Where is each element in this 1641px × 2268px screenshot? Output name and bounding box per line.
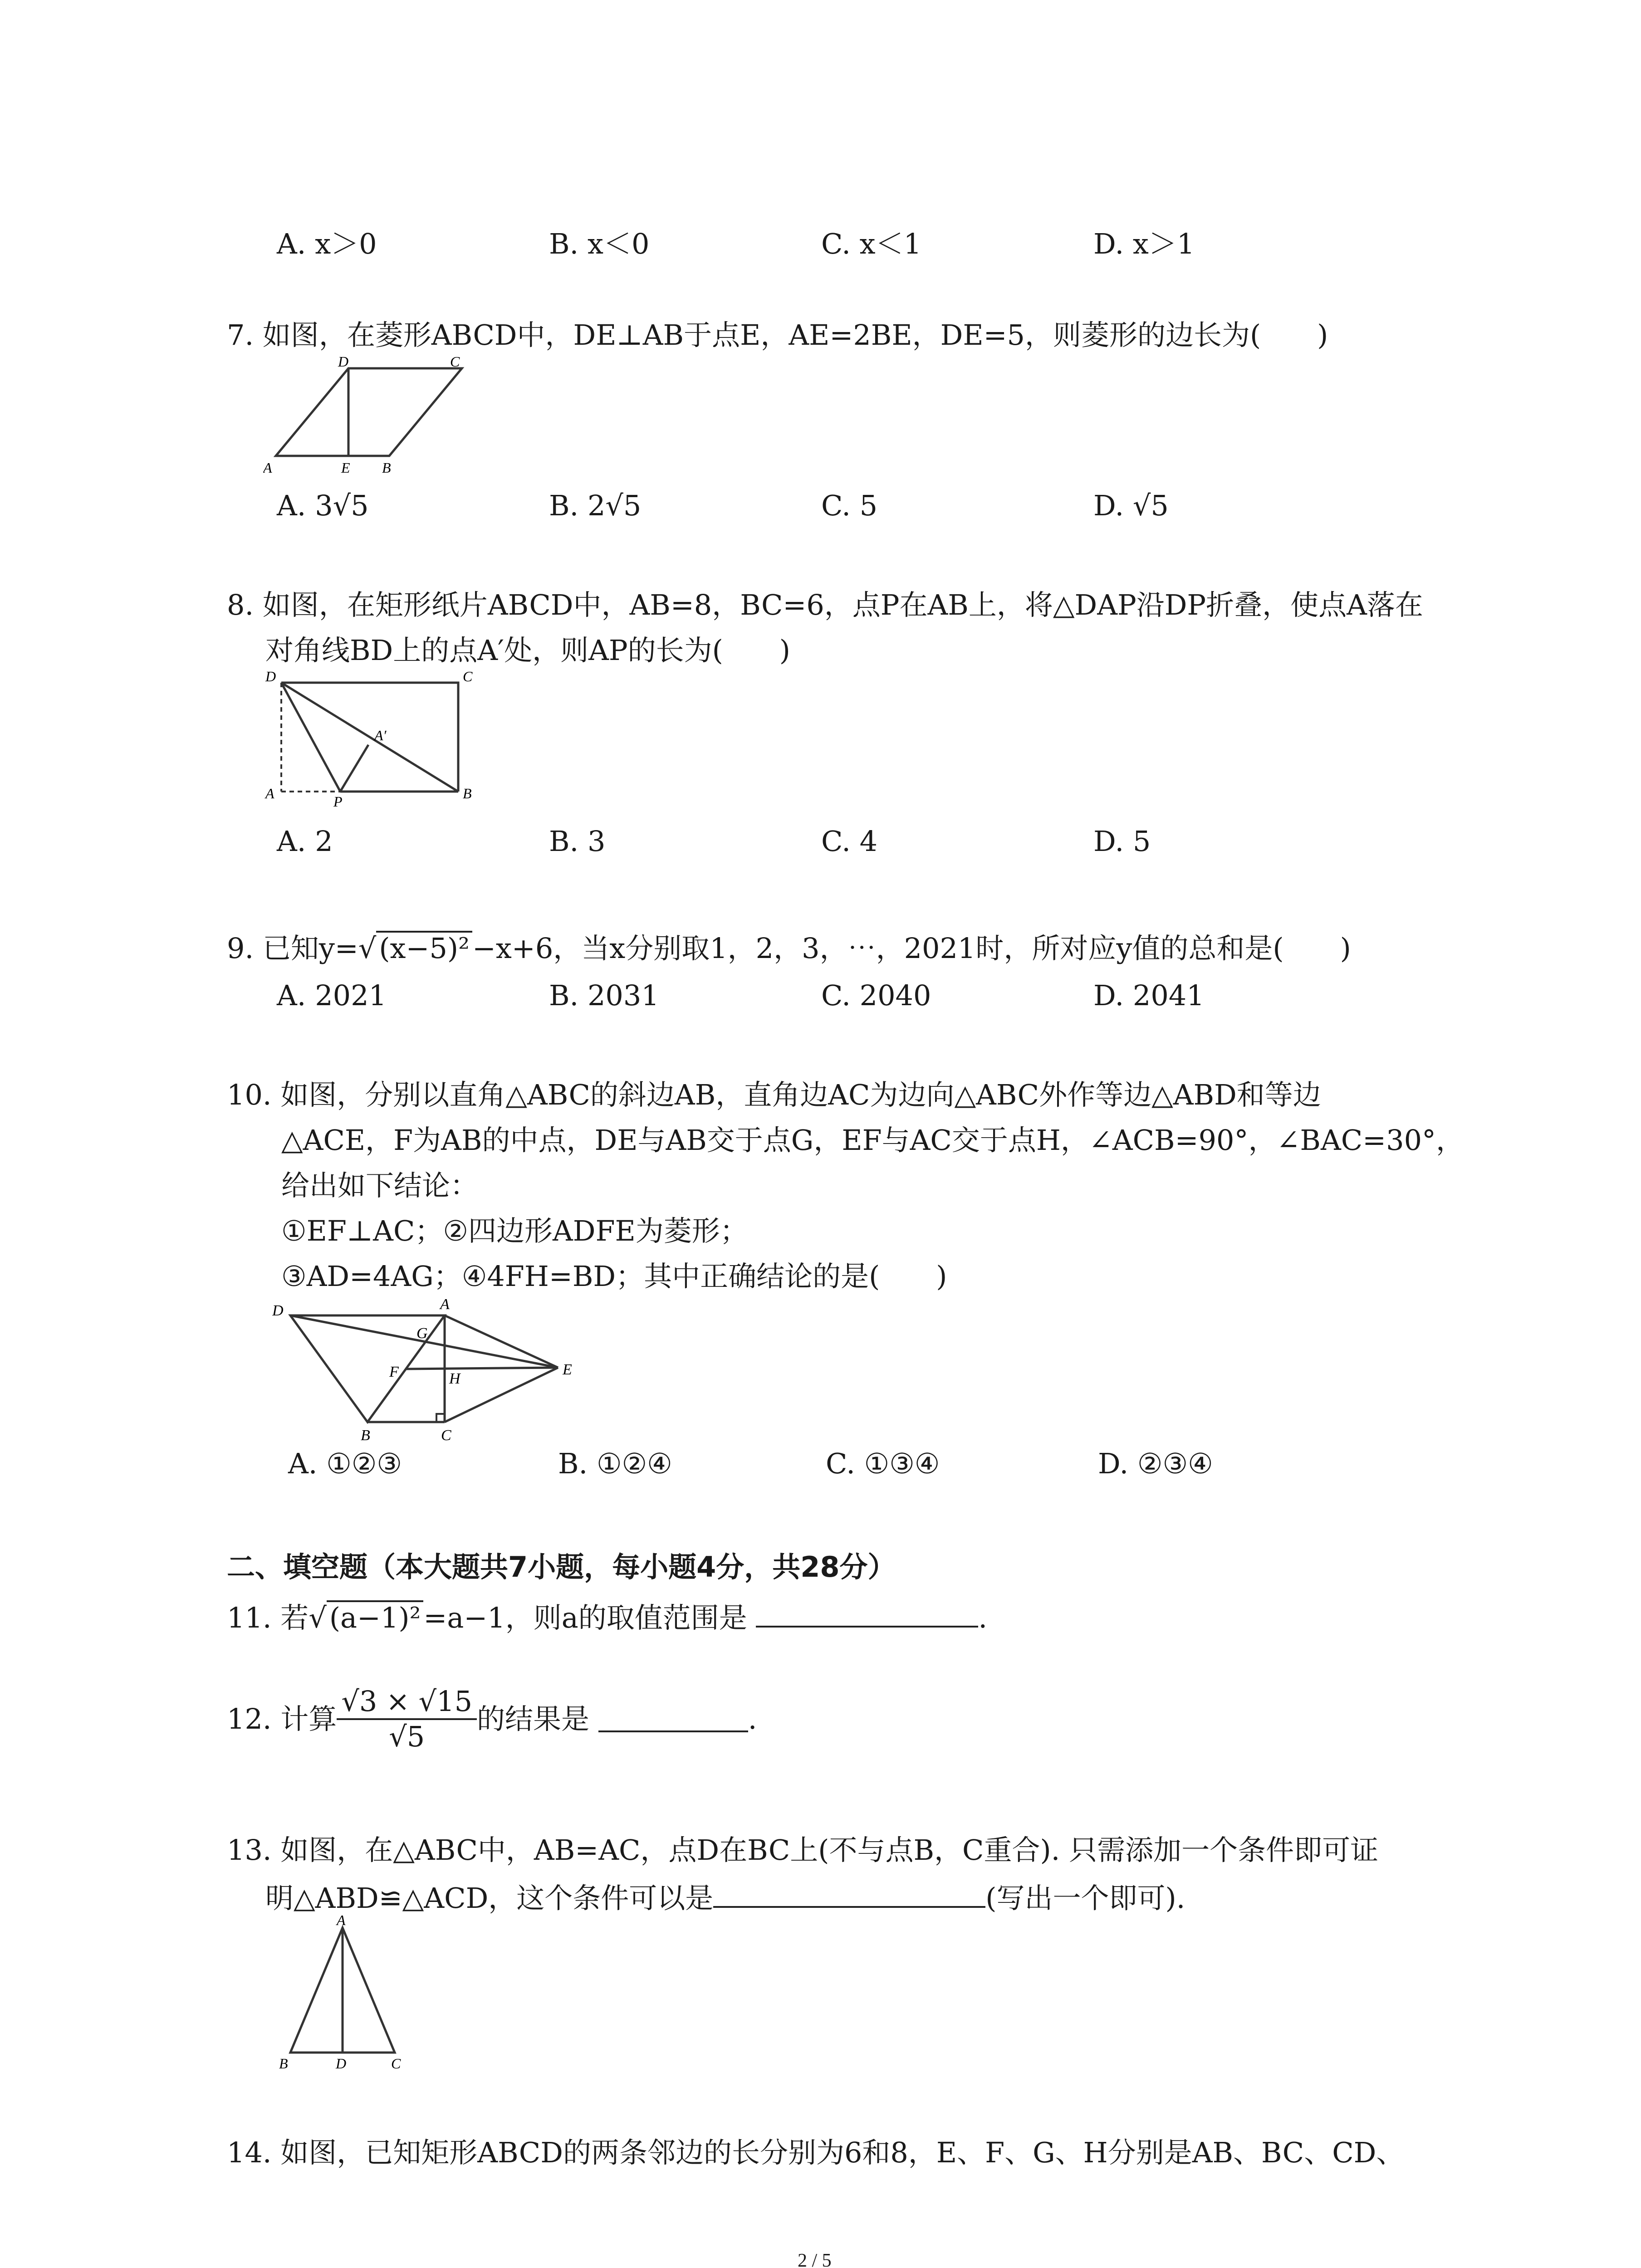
q12-numerator: √3 × √15	[337, 1687, 477, 1720]
q12-suffix: 的结果是	[477, 1702, 590, 1735]
q10-option-b: B. ①②④	[558, 1447, 672, 1480]
q9-stem-suffix: −x+6，当x分别取1，2，3，⋯，2021时，所对应y值的总和是( )	[472, 932, 1351, 965]
q9-option-c: C. 2040	[821, 979, 931, 1012]
q10-label-d: D	[272, 1302, 284, 1319]
q10-label-g: G	[416, 1325, 428, 1342]
q8-option-b: B. 3	[549, 825, 606, 858]
q6-option-c: C. x＜1	[821, 227, 922, 260]
q10-option-c: C. ①③④	[826, 1447, 940, 1480]
q13-answer-blank[interactable]	[713, 1882, 985, 1908]
q13-label-c: C	[391, 2055, 401, 2072]
q8-label-a-prime: A′	[374, 727, 387, 743]
sqrt-icon: √	[309, 1601, 327, 1634]
q13-line2	[265, 1882, 1185, 1915]
q14-line1: 14. 如图，已知矩形ABCD的两条邻边的长分别为6和8，E、F、G、H分别是AB、BC、CD、	[227, 2136, 1405, 2169]
q11-radicand: (a−1)²	[327, 1600, 424, 1632]
q9-radicand: (x−5)²	[376, 931, 472, 963]
q9-option-a: A. 2021	[277, 979, 387, 1012]
q7-option-b: B. 2√5	[549, 489, 642, 522]
q9-stem	[227, 931, 1351, 963]
q8-option-a: A. 2	[277, 825, 333, 858]
q10-option-d: D. ②③④	[1098, 1447, 1213, 1480]
q11-stem	[227, 1600, 987, 1632]
q8-label-b: B	[463, 785, 472, 802]
q7-option-a: A. 3√5	[277, 489, 369, 522]
q7-stem: 7. 如图，在菱形ABCD中，DE⊥AB于点E，AE=2BE，DE=5，则菱形的边长为( )	[227, 318, 1328, 352]
q12-prefix: 12. 计算	[227, 1702, 337, 1735]
page-number: 2 / 5	[798, 2250, 832, 2268]
q7-label-d: D	[338, 354, 349, 370]
q8-stem-line1: 8. 如图，在矩形纸片ABCD中，AB=8，BC=6，点P在AB上，将△DAP沿DP折叠，使点A落在	[227, 588, 1423, 621]
q7-label-c: C	[450, 354, 460, 370]
q8-label-a: A	[265, 785, 274, 802]
q6-option-d: D. x＞1	[1093, 227, 1195, 260]
q10-option-a: A. ①②③	[288, 1447, 402, 1480]
q10-label-a: A	[440, 1296, 450, 1313]
q8-label-d: D	[265, 668, 276, 684]
q10-label-f: F	[389, 1364, 399, 1380]
q7-label-a: A	[263, 459, 272, 476]
q10-label-c: C	[441, 1427, 451, 1442]
section-title: 二、填空题（本大题共7小题，每小题4分，共28分）	[227, 1550, 896, 1584]
q10-label-e: E	[563, 1361, 572, 1378]
q13-line1: 13. 如图，在△ABC中，AB=AC，点D在BC上(不与点B，C重合). 只需添加一个条件即可证	[227, 1833, 1379, 1867]
q10-line1: 10. 如图，分别以直角△ABC的斜边AB，直角边AC为边向△ABC外作等边△ABD和等边	[227, 1078, 1321, 1111]
q10-label-h: H	[449, 1370, 460, 1387]
q12-answer-blank[interactable]	[598, 1706, 748, 1732]
q13-label-b: B	[279, 2055, 288, 2072]
q9-option-b: B. 2031	[549, 979, 659, 1012]
q10-line4: ①EF⊥AC；②四边形ADFE为菱形；	[281, 1214, 748, 1247]
q8-label-c: C	[463, 668, 473, 684]
q8-rectangle-figure	[263, 667, 481, 807]
q11-suffix: =a−1，则a的取值范围是	[423, 1601, 747, 1634]
q12-stem	[227, 1687, 757, 1751]
q11-answer-blank[interactable]	[756, 1601, 978, 1628]
q7-option-d: D. √5	[1093, 489, 1169, 522]
q8-option-c: C. 4	[821, 825, 878, 858]
q7-label-e: E	[341, 459, 350, 476]
q12-denominator: √5	[389, 1720, 425, 1753]
q7-label-b: B	[382, 459, 391, 476]
q8-label-p: P	[333, 793, 343, 807]
q13-label-a: A	[337, 1914, 346, 1928]
q10-line5: ③AD=4AG；④4FH=BD；其中正确结论的是( )	[281, 1260, 947, 1293]
sqrt-icon: √	[358, 932, 377, 965]
q8-option-d: D. 5	[1093, 825, 1151, 858]
q13-label-d: D	[336, 2055, 347, 2072]
q6-option-b: B. x＜0	[549, 227, 650, 260]
q12-end: .	[748, 1702, 757, 1735]
q9-option-d: D. 2041	[1093, 979, 1205, 1012]
q10-line2: △ACE，F为AB的中点，DE与AB交于点G，EF与AC交于点H，∠ACB=90°，∠BAC=30°，	[281, 1124, 1465, 1157]
q10-line3: 给出如下结论：	[281, 1169, 479, 1202]
q13-triangle-figure	[272, 1914, 417, 2073]
q12-fraction	[337, 1687, 477, 1751]
q7-option-c: C. 5	[821, 489, 878, 522]
q11-prefix: 11. 若	[227, 1601, 309, 1634]
q11-end: .	[978, 1601, 988, 1634]
q8-stem-line2: 对角线BD上的点A′处，则AP的长为( )	[265, 634, 790, 667]
q13-line2-suffix: (写出一个即可).	[985, 1882, 1185, 1915]
q9-stem-prefix: 9. 已知y=	[227, 932, 358, 965]
q6-option-a: A. x＞0	[277, 227, 377, 260]
q10-triangle-figure	[272, 1293, 581, 1442]
q10-label-b: B	[361, 1427, 370, 1442]
q7-rhombus-figure	[263, 354, 476, 476]
q13-line2-prefix: 明△ABD≌△ACD，这个条件可以是	[265, 1882, 714, 1915]
